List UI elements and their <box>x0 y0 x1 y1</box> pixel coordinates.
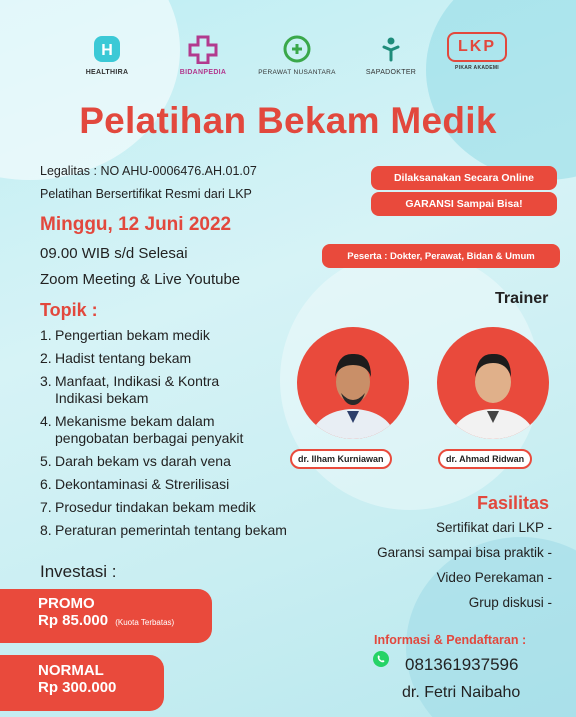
logo-label: PERAWAT NUSANTARA <box>258 69 336 76</box>
event-time: 09.00 WIB s/d Selesai <box>40 245 188 262</box>
list-item: 4. Mekanisme bekam dalam pengobatan berbagai penyakit <box>40 413 244 446</box>
list-item: Video Perekaman - <box>436 570 552 585</box>
bidanpedia-logo-icon <box>186 32 220 66</box>
trainer-name: dr. Ilham Kurniawan <box>290 449 392 469</box>
list-item: 1. Pengertian bekam medik <box>40 327 210 343</box>
list-item: 7. Prosedur tindakan bekam medik <box>40 499 256 515</box>
promo-label: PROMO <box>38 595 95 612</box>
lkp-logo-icon: LKP <box>447 32 507 62</box>
list-item: 6. Dekontaminasi & Strerilisasi <box>40 476 230 492</box>
garansi-badge: GARANSI Sampai Bisa! <box>371 192 557 216</box>
person-icon <box>437 327 549 439</box>
investment-heading: Investasi : <box>40 562 117 581</box>
list-item: Garansi sampai bisa praktik - <box>377 545 552 560</box>
healthira-logo-icon <box>90 32 124 66</box>
participants-badge: Peserta : Dokter, Perawat, Bidan & Umum <box>322 244 560 268</box>
facilities-list <box>377 520 552 620</box>
trainer-card <box>288 327 418 464</box>
list-item: 8. Peraturan pemerintah tentang bekam <box>40 522 287 538</box>
svg-text:H: H <box>101 42 113 59</box>
trainer-card <box>433 327 553 464</box>
trainer-heading: Trainer <box>495 290 549 307</box>
logo-lkp <box>432 32 522 71</box>
certificate-text: Pelatihan Bersertifikat Resmi dari LKP <box>40 187 252 201</box>
online-badge: Dilaksanakan Secara Online <box>371 166 557 190</box>
list-item: Grup diskusi - <box>468 595 552 610</box>
decor-blob <box>0 0 180 180</box>
logo-perawat-nusantara <box>252 32 342 76</box>
person-icon <box>297 327 409 439</box>
perawat-logo-icon <box>280 32 314 66</box>
list-item: 3. Manfaat, Indikasi & Kontra Indikasi bekam <box>40 373 220 406</box>
promo-price-box <box>0 589 212 643</box>
contact-name: dr. Fetri Naibaho <box>402 684 521 701</box>
sapadokter-logo-icon <box>374 32 408 66</box>
trainer-photo <box>437 327 549 439</box>
normal-price: Rp 300.000 <box>38 679 117 696</box>
page-title: Pelatihan Bekam Medik <box>79 100 497 141</box>
logo-label: SAPADOKTER <box>365 69 417 76</box>
contact-phone: 081361937596 <box>405 655 519 674</box>
whatsapp-icon <box>372 650 390 668</box>
logo-label: PIKAR AKADEMI <box>455 65 499 71</box>
logo-label: BIDANPEDIA <box>179 69 227 76</box>
decor-blob <box>426 0 576 180</box>
logo-bidanpedia <box>158 32 248 76</box>
list-item: 5. Darah bekam vs darah vena <box>40 453 231 469</box>
list-item: Sertifikat dari LKP - <box>435 520 552 535</box>
trainer-photo <box>297 327 409 439</box>
topics-heading: Topik : <box>40 300 98 320</box>
promo-note: (Kuota Terbatas) <box>115 618 175 627</box>
normal-label: NORMAL <box>38 662 104 679</box>
logo-sapadokter <box>346 32 436 76</box>
facilities-heading: Fasilitas <box>477 493 550 513</box>
event-date: Minggu, 12 Juni 2022 <box>40 214 232 235</box>
legalitas-text: Legalitas : NO AHU-0006476.AH.01.07 <box>40 164 257 178</box>
promo-price: Rp 85.000 (Kuota Terbatas) <box>38 612 175 629</box>
contact-heading: Informasi & Pendaftaran : <box>374 633 527 647</box>
logo-healthira <box>62 32 152 76</box>
list-item: 2. Hadist tentang bekam <box>40 350 192 366</box>
normal-price-box <box>0 655 164 711</box>
event-platform: Zoom Meeting & Live Youtube <box>40 271 241 288</box>
trainer-name: dr. Ahmad Ridwan <box>438 449 532 469</box>
logo-label: HEALTHIRA <box>85 69 129 76</box>
